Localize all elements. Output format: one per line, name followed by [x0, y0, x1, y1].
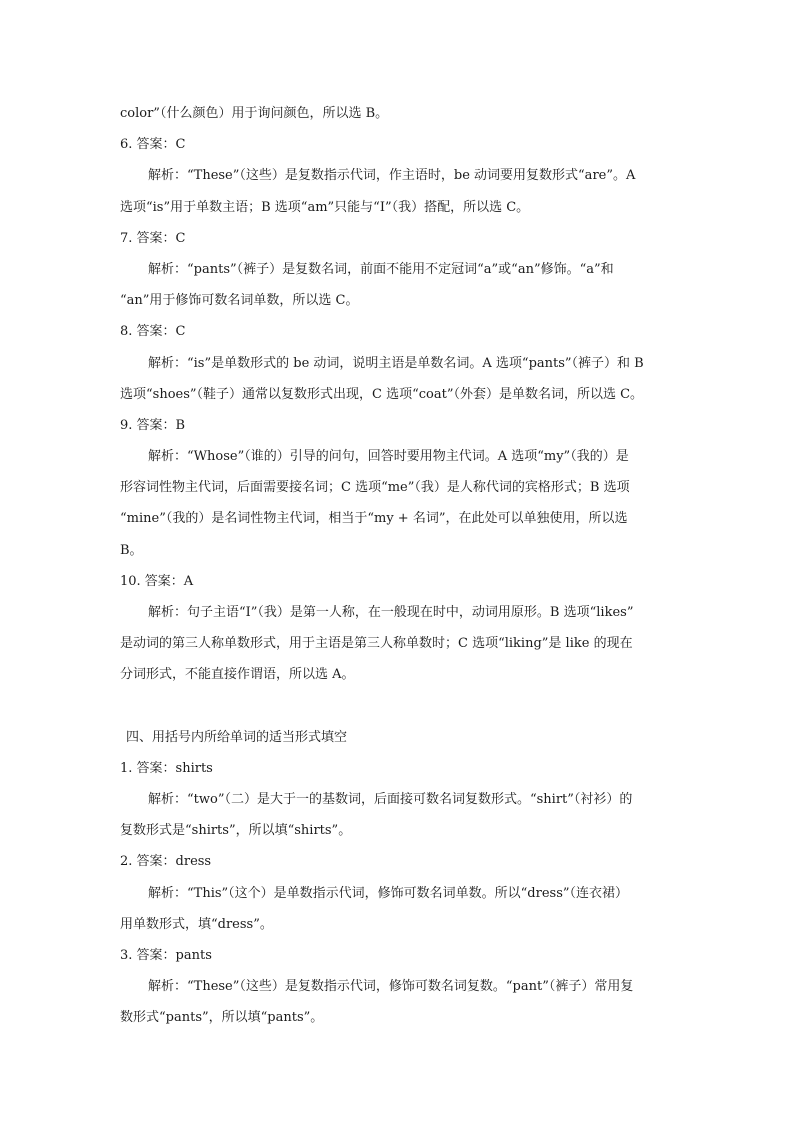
text-line: 数形式“pants”，所以填“pants”。 — [120, 1010, 324, 1026]
explanation-8: 解析：“is”是单数形式的 be 动词，说明主语是单数名词。A 选项“pants”（裤子）和 B — [148, 355, 644, 371]
answer-8: 8. 答案：C — [120, 324, 186, 340]
answer-fill-3: 3. 答案：pants — [120, 947, 212, 963]
text-line: 选项“is”用于单数主语；B 选项“am”只能与“I”（我）搭配，所以选 C。 — [120, 199, 530, 215]
answer-fill-2: 2. 答案：dress — [120, 854, 212, 870]
text-line: 分词形式，不能直接作谓语，所以选 A。 — [120, 667, 355, 683]
text-line: 复数形式是“shirts”，所以填“shirts”。 — [120, 823, 352, 839]
document-body — [120, 98, 680, 1033]
explanation-9: 解析：“Whose”（谁的）引导的问句，回答时要用物主代词。A 选项“my”（我的）是 — [148, 449, 629, 465]
text-line: 形容词性物主代词，后面需要接名词；C 选项“me”（我）是人称代词的宾格形式；B 选项 — [120, 480, 630, 496]
text-line: B。 — [120, 542, 143, 558]
explanation-6: 解析：“These”（这些）是复数指示代词，作主语时，be 动词要用复数形式“are”。A — [148, 168, 636, 184]
section-heading: 四、用括号内所给单词的适当形式填空 — [126, 729, 348, 745]
answer-9: 9. 答案：B — [120, 417, 186, 433]
answer-7: 7. 答案：C — [120, 230, 186, 246]
text-line: “mine”（我的）是名词性物主代词，相当于“my + 名词”，在此处可以单独使用，所以选 — [120, 511, 628, 527]
text-line: 用单数形式，填“dress”。 — [120, 916, 273, 932]
text-line: color”（什么颜色）用于询问颜色，所以选 B。 — [120, 106, 389, 121]
text-line: 是动词的第三人称单数形式，用于主语是第三人称单数时；C 选项“liking”是 like 的现在 — [120, 636, 633, 652]
answer-fill-1: 1. 答案：shirts — [120, 760, 213, 776]
section-gap — [120, 691, 680, 722]
text-line: 选项“shoes”（鞋子）通常以复数形式出现，C 选项“coat”（外套）是单数名词，所以选 C。 — [120, 386, 644, 402]
explanation-fill-2: 解析：“This”（这个）是单数指示代词，修饰可数名词单数。所以“dress”（连衣裙） — [148, 885, 629, 901]
text-line: “an”用于修饰可数名词单数，所以选 C。 — [120, 293, 359, 309]
explanation-fill-3: 解析：“These”（这些）是复数指示代词，修饰可数名词复数。“pant”（裤子）常用复 — [148, 979, 634, 995]
explanation-10: 解析：句子主语“I”（我）是第一人称，在一般现在时中，动词用原形。B 选项“likes” — [148, 605, 634, 620]
answer-10: 10. 答案：A — [120, 573, 194, 589]
explanation-fill-1: 解析：“two”（二）是大于一的基数词，后面接可数名词复数形式。“shirt”（衬衫）的 — [148, 791, 633, 807]
explanation-7: 解析：“pants”（裤子）是复数名词，前面不能用不定冠词“a”或“an”修饰。“a”和 — [148, 261, 614, 277]
answer-6: 6. 答案：C — [120, 137, 186, 153]
